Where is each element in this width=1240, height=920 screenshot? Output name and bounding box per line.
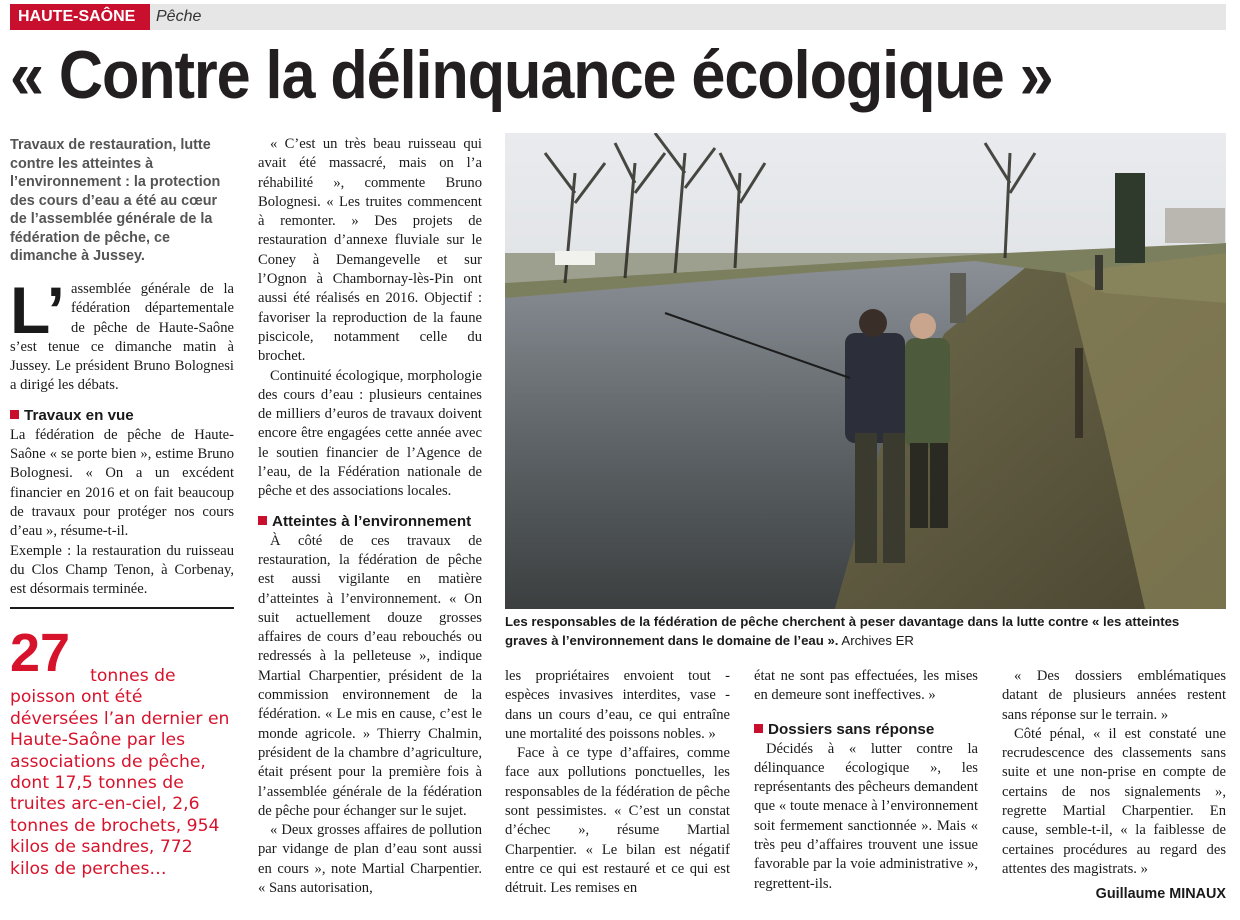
subhead-travaux — [10, 406, 234, 426]
subhead-text: Dossiers sans réponse — [768, 720, 935, 738]
subhead-text: Travaux en vue — [24, 406, 134, 424]
column-2 — [258, 135, 482, 898]
photo-caption — [505, 613, 1223, 650]
column-3 — [505, 667, 730, 899]
paragraph: Côté pénal, « il est constaté une recrudescence des classements sans suite et une non-prise en compte de certains de nos signalements », regrette Martial Charpentier. En cause, semble-t-il, « la faiblesse de certaines procédures au regard des attentes des magistrats. » — [1002, 725, 1226, 877]
topic-label: Pêche — [156, 8, 202, 25]
photo-credit: Archives ER — [841, 632, 914, 648]
stat-box — [10, 623, 236, 880]
column-1 — [10, 273, 234, 599]
paragraph: « C’est un très beau ruisseau qui avait été massacré, mais on l’a réhabilité », commente Bruno Bolognesi. « Les truites commencent à remonter. » Des projets de restauration d’annexe fluviale sur le Coney à Demangevelle et sur l’Ognon à Chambornay-lès-Pin ont aussi été réalisés en 2016. Objectif : favoriser la reproduction de la faune piscicole, notamment celle du brochet. — [258, 136, 482, 365]
stat-text: tonnes de poisson ont été déversées l’an dernier en Haute-Saône par les associations de pêche, dont 17,5 tonnes de truites arc-en-ciel, 2,6 tonnes de brochets, 954 kilos de sandres, 772 kilos de perches… — [10, 666, 230, 879]
red-square-icon — [258, 516, 267, 525]
column-5 — [1002, 667, 1226, 879]
paragraph: état ne sont pas effectuées, les mises en demeure sont ineffectives. » — [754, 668, 978, 704]
paragraph: les propriétaires envoient tout - espèces invasives interdites, vase - dans un cours d’eau, ce qui entraîne une mortalité des poissons nobles. » — [505, 668, 730, 742]
dropcap: L’ — [10, 273, 66, 347]
paragraph: Face à ce type d’affaires, comme face aux pollutions ponctuelles, les responsables de la fédération de pêche sont pessimistes. « C’est un constat d’échec », résume Martial Charpentier. « Le bilan est négatif entre ce qui est restauré et ce qui est détruit. Les remises en — [505, 745, 730, 897]
red-square-icon — [754, 724, 763, 733]
stat-number: 27 — [10, 623, 71, 683]
paragraph: Exemple : la restauration du ruisseau du Clos Champ Tenon, à Corbenay, est désormais terminée. — [10, 542, 234, 598]
fisherman-right — [905, 313, 950, 528]
paragraph: La fédération de pêche de Haute-Saône « se porte bien », estime Bruno Bolognesi. « On a un excédent financier en 2016 et on fait beaucoup de travaux pour protéger nos cours d’eau », résume-t-il. — [10, 426, 234, 540]
paragraph: Décidés à « lutter contre la délinquance écologique », les représentants des pêcheurs demandent que « toute menace à l’environnement soit fermement sanctionnée ». Mais « très peu d’affaires trouvent une issue favorable par la voie administrative », regrettent-ils. — [754, 740, 978, 892]
photo-fishermen-river — [505, 133, 1226, 609]
paragraph: À côté de ces travaux de restauration, la fédération de pêche est aussi vigilante en matière d’atteintes à l’environnement. « On suit actuellement douze grosses affaires de cours d’eau rebouchés ou redressés à la pelleteuse », indique Martial Charpentier, président de la commission environnement de la fédération. « Le mis en cause, c’est le monde agricole. » Thierry Chalmin, président de la chambre d’agriculture, était présent pour la première fois à l’assemblée générale de la fédération de pêche pour échanger sur le sujet. — [258, 532, 482, 819]
article-chapeau: Travaux de restauration, lutte contre les atteintes à l’environnement : la protection des cours d’eau a été au cœur de l’assemblée générale de la fédération de pêche, ce dimanche à Jussey. — [10, 137, 221, 264]
author-signature: Guillaume MINAUX — [1095, 886, 1226, 902]
paragraph: « Des dossiers emblématiques datant de plusieurs années restent sans réponse sur le terrain. » — [1002, 668, 1226, 723]
lead-text: assemblée générale de la fédération départementale de pêche de Haute-Saône s’est tenue ce dimanche matin à Jussey. Le président Bruno Bolognesi a dirigé les débats. — [10, 281, 234, 394]
lead-paragraph — [10, 273, 234, 396]
article-headline: « Contre la délinquance écologique » — [10, 37, 1053, 113]
subhead-atteintes — [258, 512, 482, 532]
subhead-text: Atteintes à l’environnement — [272, 512, 472, 530]
subhead-dossiers — [754, 720, 978, 740]
paragraph: Continuité écologique, morphologie des cours d’eau : plusieurs centaines de milliers d’euros de travaux doivent encore être engagées cette année avec le soutien financier de l’Agence de l’eau, de la Fédération nationale de pêche et des associations locales. — [258, 367, 482, 500]
paragraph: « Deux grosses affaires de pollution par vidange de plan d’eau sont aussi en cours », note Martial Charpentier. « Sans autorisation, — [258, 822, 482, 896]
column-divider — [10, 607, 234, 609]
caption-text: Les responsables de la fédération de pêche cherchent à peser davantage dans la lutte contre « les atteintes graves à l’environnement dans le domaine de l’eau ». — [505, 614, 1180, 648]
section-tag: HAUTE-SAÔNE — [10, 4, 150, 30]
red-square-icon — [10, 410, 19, 419]
rubric-bar — [10, 4, 1226, 30]
column-4 — [754, 667, 978, 894]
article-photo — [505, 133, 1226, 609]
